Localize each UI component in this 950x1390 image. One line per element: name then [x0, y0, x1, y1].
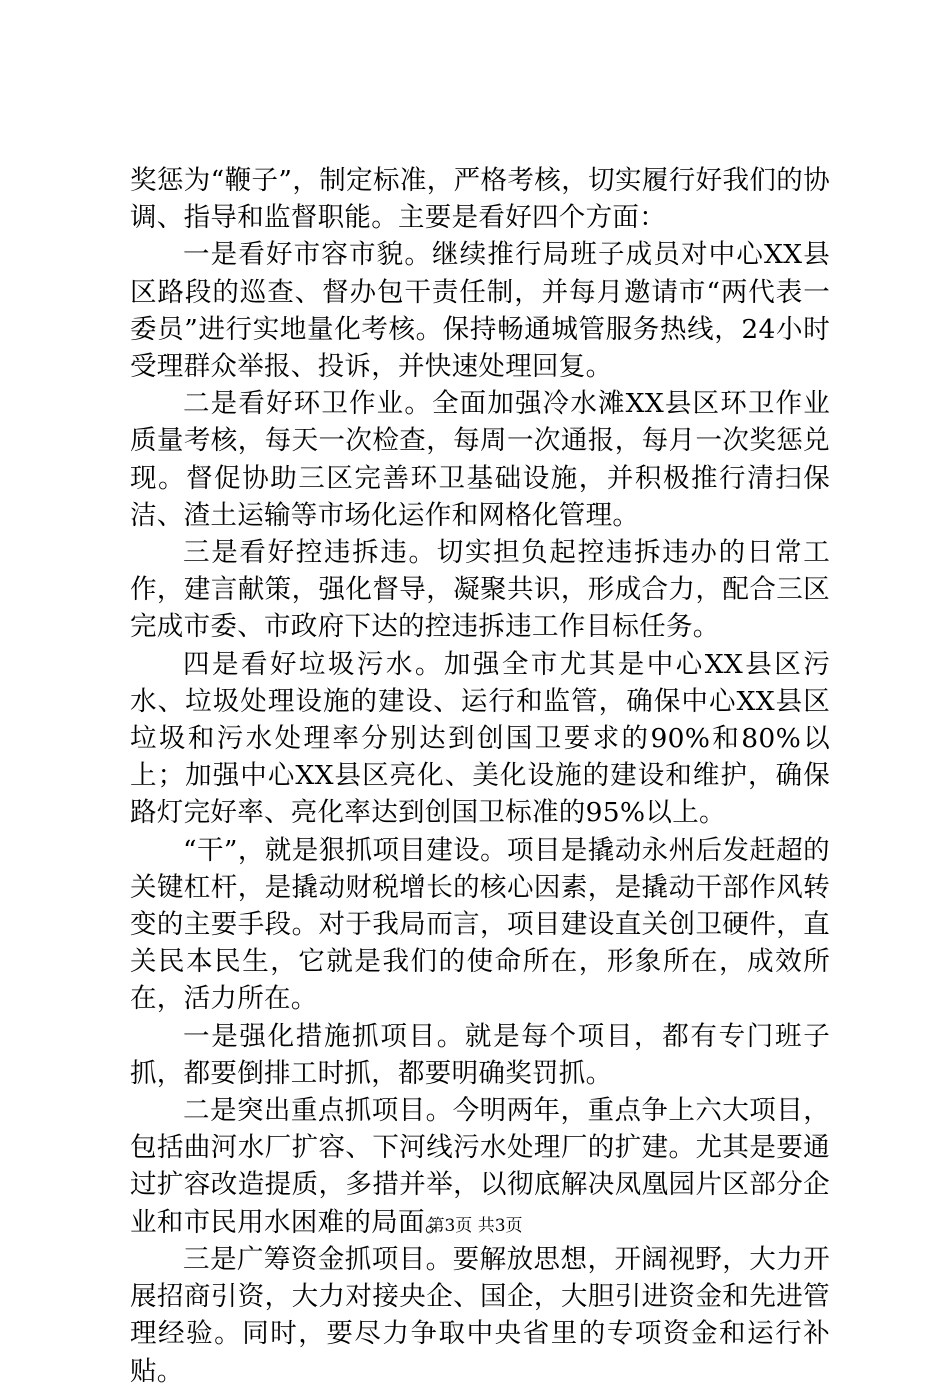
document-body [130, 162, 830, 1390]
paragraph-intro: 奖惩为“鞭子”，制定标准，严格考核，切实履行好我们的协调、指导和监督职能。主要是看好四个方面： [130, 165, 830, 234]
paragraph-illegal-construction: 三是看好控违拆违。切实担负起控违拆违办的日常工作，建言献策，强化督导，凝聚共识，形成合力，配合三区完成市委、市政府下达的控违拆违工作目标任务。 [130, 537, 830, 643]
paragraph-project-construction: “干”，就是狠抓项目建设。项目是撬动永州后发赶超的关键杠杆，是撬动财税增长的核心因素，是撬动干部作风转变的主要手段。对于我局而言，项目建设直关创卫硬件，直关民本民生，它就是我们的使命所在，形象所在，成效所在，活力所在。 [130, 834, 830, 1015]
paragraph-sanitation: 二是看好环卫作业。全面加强冷水滩XX县区环卫作业质量考核，每天一次检查，每周一次通报，每月一次奖惩兑现。督促协助三区完善环卫基础设施，并积极推行清扫保洁、渣土运输等市场化运作和网格化管理。 [130, 388, 830, 531]
page-footer [0, 1214, 950, 1238]
paragraph-city-appearance: 一是看好市容市貌。继续推行局班子成员对中心XX县区路段的巡查、督办包干责任制，并每月邀请市“两代表一委员”进行实地量化考核。保持畅通城管服务热线，24小时受理群众举报、投诉，并快速处理回复。 [130, 239, 830, 383]
paragraph-key-projects: 二是突出重点抓项目。今明两年，重点争上六大项目，包括曲河水厂扩容、下河线污水处理厂的扩建。尤其是要通过扩容改造提质，多措并举，以彻底解决凤凰园片区部分企业和市民用水困难的局面。 [130, 1095, 830, 1238]
paragraph-funding: 三是广筹资金抓项目。要解放思想，开阔视野，大力开展招商引资，大力对接央企、国企，大胆引进资金和先进管理经验。同时，要尽力争取中央省里的专项资金和运行补贴。 [130, 1243, 830, 1387]
paragraph-waste-sewage: 四是看好垃圾污水。加强全市尤其是中心XX县区污水、垃圾处理设施的建设、运行和监管，确保中心XX县区垃圾和污水处理率分别达到创国卫要求的90%和80%以上；加强中心XX县区亮化、美化设施的建设和维护，确保路灯完好率、亮化率达到创国卫标准的95%以上。 [130, 648, 830, 829]
paragraph-measures: 一是强化措施抓项目。就是每个项目，都有专门班子抓，都要倒排工时抓，都要明确奖罚抓。 [130, 1020, 830, 1089]
page-number-label: 第3页 共3页 [427, 1216, 523, 1236]
